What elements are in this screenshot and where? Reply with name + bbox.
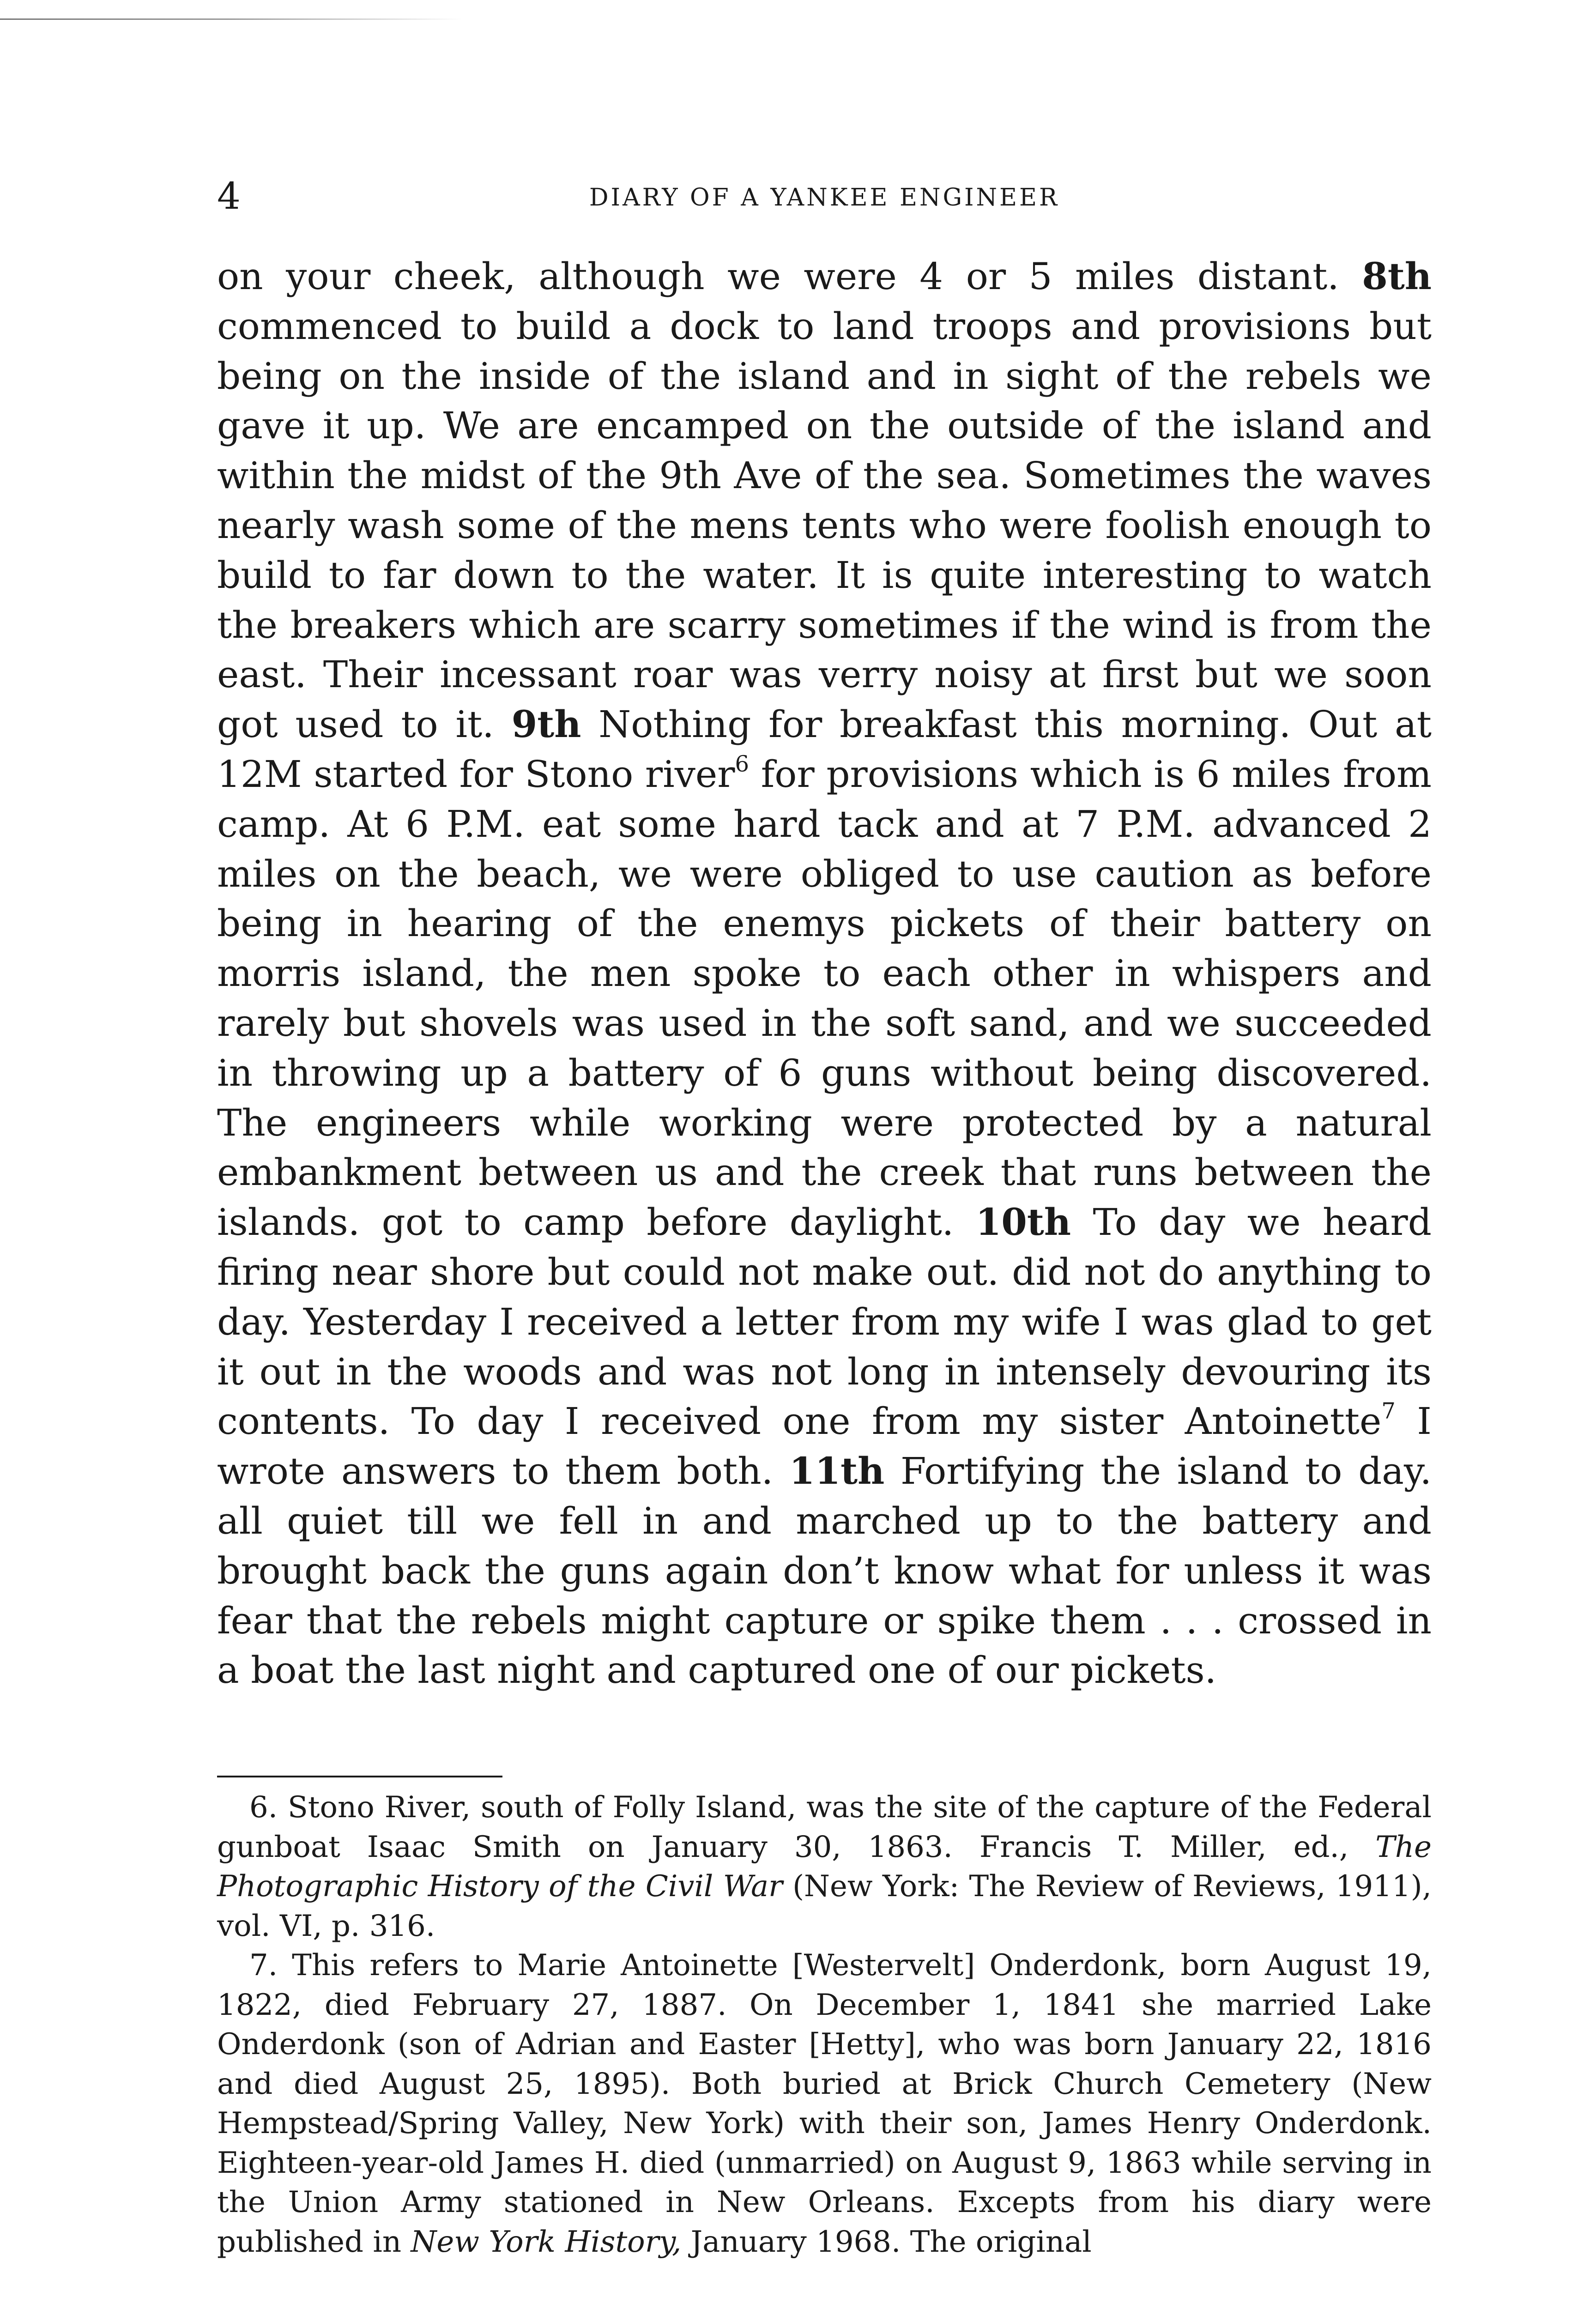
body-segment: on your cheek, although we were 4 or 5 miles distant. — [217, 255, 1339, 298]
scan-edge-mark — [0, 18, 462, 20]
footnotes-section — [217, 1788, 1432, 2262]
body-segment: To day we heard firing near shore but could not make out. did not do anything to day. Yesterday I received a letter from my wife I was glad to get it out in the woods and was not long in intensely devouring its contents. To day I received one from my sister Antoinette — [217, 1201, 1432, 1443]
footnote-text: January 1968. The original — [690, 2224, 1092, 2259]
body-segment: Fortifying the island to day. all quiet till we fell in and marched up to the battery and brought back the guns again don’t know what for unless it was fear that the rebels might capture or spike them . . . crossed in a boat the last night and captured one of our pickets. — [217, 1450, 1432, 1692]
date-marker-8th: 8th — [1362, 254, 1432, 298]
footnote-italic-title: New York History, — [411, 2224, 682, 2259]
running-header — [217, 175, 1432, 217]
page-number: 4 — [217, 175, 241, 218]
date-marker-11th: 11th — [789, 1449, 885, 1493]
footnote-text: (New York: The Review of Reviews, 1911), vol. VI, p. 316. — [217, 1869, 1432, 1943]
body-segment: commenced to build a dock to land troops and provisions but being on the inside of the island and in sight of the rebels we gave it up. We are encamped on the outside of the island and within the midst of the 9th Ave of the sea. Sometimes the waves nearly wash some of the mens tents who were foolish enough to build to far down to the water. It is quite interesting to watch the breakers which are scarry sometimes if the wind is from the east. Their incessant roar was verry noisy at first but we soon got used to it. — [217, 304, 1432, 746]
footnote-rule — [217, 1776, 502, 1777]
running-title: DIARY OF A YANKEE ENGINEER — [589, 184, 1060, 212]
footnote-ref-6: 6 — [735, 751, 750, 777]
body-segment: Nothing for breakfast this morning. Out at 12M started for Stono river — [217, 703, 1432, 796]
date-marker-9th: 9th — [511, 702, 581, 746]
date-marker-10th: 10th — [975, 1200, 1071, 1244]
footnote-7 — [217, 1946, 1432, 2262]
footnote-ref-7: 7 — [1381, 1398, 1396, 1424]
footnote-6 — [217, 1788, 1432, 1946]
diary-body-text — [217, 252, 1432, 1695]
footnote-text: 7. This refers to Marie Antoinette [Westervelt] Onderdonk, born August 19, 1822, died February 27, 1887. On December 1, 1841 she married Lake Onderdonk (son of Adrian and Easter [Hetty], who was born January 22, 1816 and died August 25, 1895). Both buried at Brick Church Cemetery (New Hempstead/Spring Valley, New York) with their son, James Henry Onderdonk. Eighteen-year-old James H. died (unmarried) on August 9, 1863 while serving in the Union Army stationed in New Orleans. Excepts from his diary were published in — [217, 1948, 1432, 2259]
body-segment: for provisions which is 6 miles from camp. At 6 P.M. eat some hard tack and at 7 P.M. advanced 2 miles on the beach, we were obliged to use caution as before being in hearing of the enemys pickets of their battery on morris island, the men spoke to each other in whispers and rarely but shovels was used in the soft sand, and we succeeded in throwing up a battery of 6 guns without being discovered. The engineers while working were protected by a natural embankment between us and the creek that runs between the islands. got to camp before daylight. — [217, 752, 1432, 1244]
footnote-text: 6. Stono River, south of Folly Island, was the site of the capture of the Federal gunboat Isaac Smith on January 30, 1863. Francis T. Miller, ed., — [217, 1790, 1432, 1864]
body-segment: I wrote answers to them both. — [217, 1400, 1432, 1493]
footnote-italic-title: The Photographic History of the Civil War — [217, 1830, 1432, 1904]
